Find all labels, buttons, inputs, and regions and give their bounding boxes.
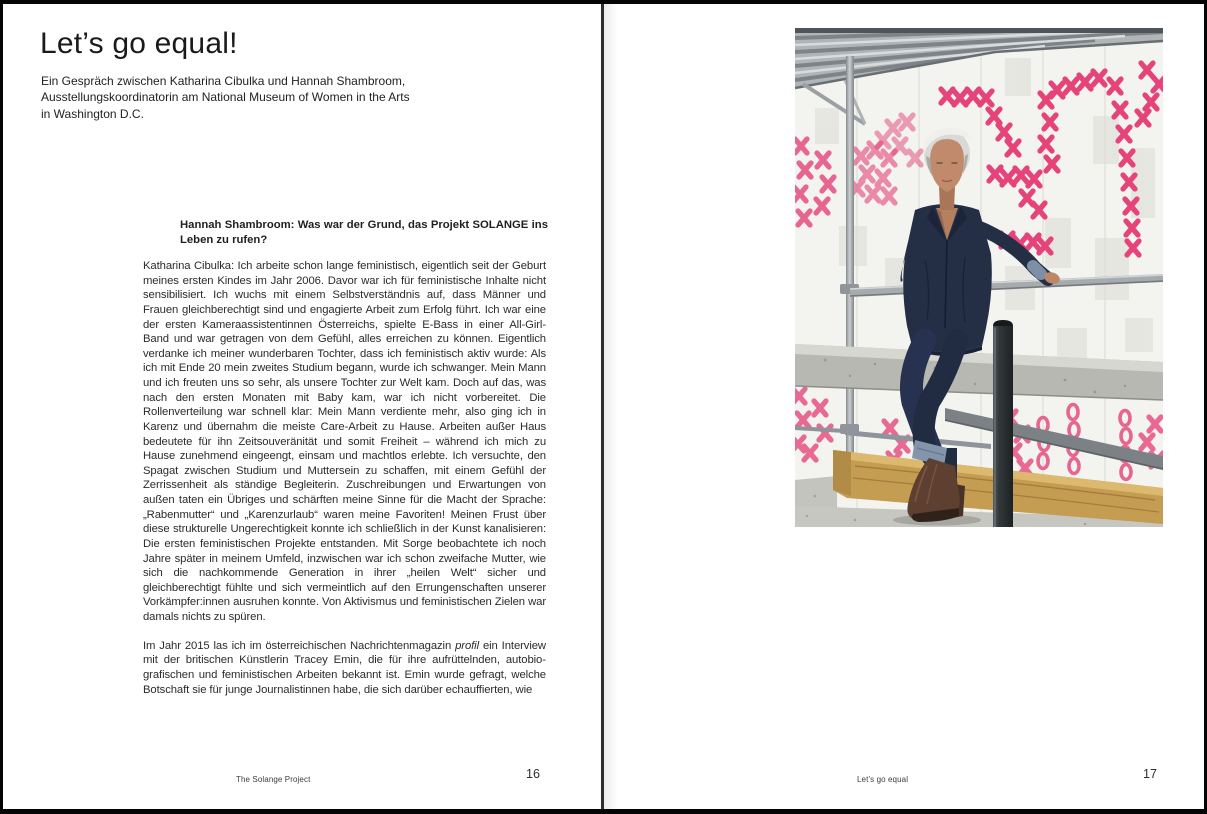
book-spread bbox=[3, 4, 1204, 809]
running-footer-right: Let’s go equal bbox=[857, 775, 909, 784]
subtitle-line: in Washington D.C. bbox=[41, 106, 144, 121]
subtitle-line: Ein Gespräch zwischen Katharina Cibulka und Hannah Shambroom, bbox=[41, 74, 406, 88]
paragraph-1: Katharina Cibulka: Ich arbeite schon lange feministisch, eigentlich seit der Geburt meines ersten Kindes im Jahr 2006. Davor war ich für feministische Inhalte nicht sensibilisiert. Ich wuchs mit einem Selbstverständnis auf, dass Männer und Frauen gleichberechtigt sind und engagierte Arbeit zum Erfolg führt. Ich war eine der ersten Kameraassistentinnen Österreichs, spielte E-Bass in einer All-Girl-Band und war getragen von dem Gefühl, alles erreichen zu können. Eigentlich verdanke ich meiner wunderbaren Tochter, dass ich feministisch aktiv wurde: Als ich mit Ende 20 mein zweites Studium begann, wurde ich schwanger. Mein Mann und ich freuten uns so sehr, als unsere Tochter zur Welt kam. Doch auf das, was nach den ersten Monaten mit Baby kam, war ich nicht vorbereitet. Die Rollenverteilung war schnell klar: Mein Mann verdiente mehr, also ging ich in Karenz und übernahm die meiste Care-Arbeit zu Hause. Arbeiten außer Haus bedeutete für ihn Zeitsouveränität und somit Freiheit – während ich mich zu Hause zunehmend eingeengt, einsam und machtlos erlebte. Ich versuchte, den Spagat zwischen Studium und Muttersein zu schaffen, mit einem Gefühl der Zerrissenheit als ständige Begleiterin. Zuschreibungen und Erwartungen von außen taten ein Übriges und schärften meine Sinne für die Macht der Sprache: „Rabenmutter“ und „Karenzurlaub“ waren meine Favoriten! Meinen Frust über diese strukturelle Ungerechtigkeit konnte ich schließlich in der Kunst kanalisieren: Die ersten feministischen Projekte entstanden. Mit Sorge beobachtete ich noch Jahre später in meinem Umfeld, inzwischen war ich schon zweifache Mutter, wie sich die nachkommende Generation in ihrer „heilen Welt“ sicher und gleichberechtigt fühlte und sich vermeintlich auf den Errungenschaften unserer Vorkämpfer:innen ausruhen konnte. Von Aktivismus und feministischen Zielen war damals nichts zu spüren. bbox=[143, 260, 546, 623]
page-title: Let’s go equal! bbox=[40, 27, 238, 60]
paragraph-2: Im Jahr 2015 las ich im österreichischen Nachrichtenmagazin profil ein Interview mit der britischen Künstlerin Tracey Emin, die für ihre aufrüttelnden, autobiografischen und feministischen Arbeiten bekannt ist. Emin wurde gefragt, welche Botschaft sie für junge Journalistinnen habe, die sich darüber echauffierten, wie bbox=[143, 639, 546, 696]
subtitle-line: Ausstellungskoordinatorin am National Museum of Women in the Arts bbox=[41, 90, 410, 105]
interview-body bbox=[143, 259, 546, 711]
artist-photo bbox=[795, 28, 1163, 527]
scaffold-pole bbox=[846, 56, 854, 486]
scaffold-portrait-illustration bbox=[795, 28, 1163, 527]
gutter-shadow bbox=[604, 4, 618, 809]
page-number-left: 16 bbox=[526, 767, 540, 781]
page-number-right: 17 bbox=[1143, 767, 1157, 781]
interview-question: Hannah Shambroom: Was war der Grund, das Projekt SOLANGE ins Leben zu rufen? bbox=[180, 219, 548, 247]
running-footer-left: The Solange Project bbox=[236, 775, 311, 784]
subtitle bbox=[41, 73, 410, 122]
magazine-name: profil bbox=[455, 639, 479, 652]
front-post bbox=[993, 326, 1013, 527]
